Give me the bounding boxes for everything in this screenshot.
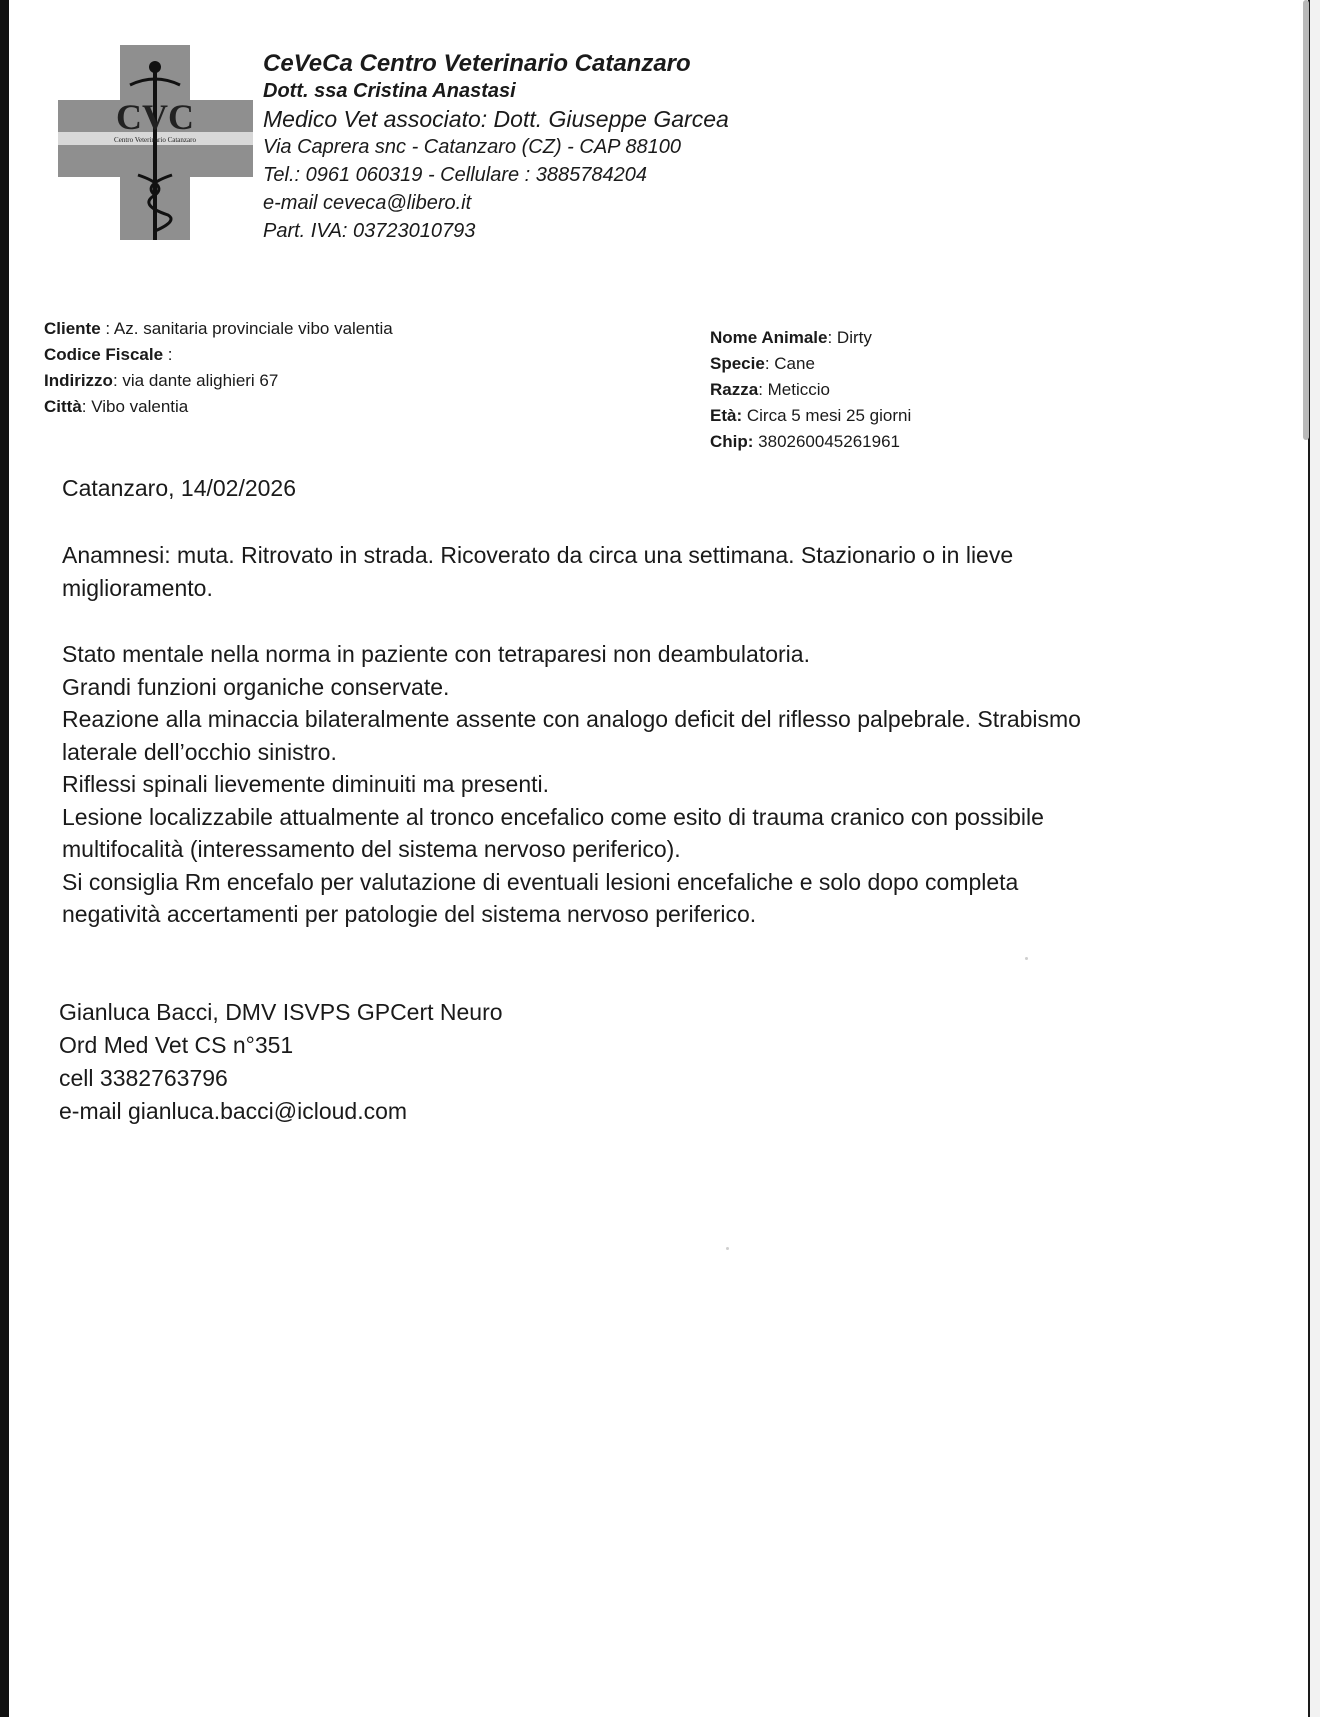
- logo-text: CVC: [116, 97, 194, 137]
- clinic-phone: Tel.: 0961 060319 - Cellulare : 3885784204: [263, 164, 648, 186]
- chip-row: [710, 429, 911, 455]
- left-border: [0, 0, 9, 1717]
- finding-line: Reazione alla minaccia bilateralmente assente con analogo deficit del riflesso palpebrale. Strabismo: [62, 706, 1081, 732]
- client-row: [44, 316, 393, 342]
- finding-line: laterale dell’occhio sinistro.: [62, 738, 337, 765]
- animal-name-value: : Dirty: [827, 328, 872, 347]
- city-value: : Vibo valentia: [81, 397, 189, 416]
- animal-name-row: [710, 325, 911, 351]
- fiscal-code-label: Codice Fiscale: [44, 345, 164, 364]
- scan-speck: [1025, 957, 1028, 960]
- clinic-associate: Medico Vet associato: Dott. Giuseppe Garcea: [263, 106, 729, 132]
- clinic-vat: Part. IVA: 03723010793: [263, 220, 476, 242]
- client-value: : Az. sanitaria provinciale vibo valentia: [100, 319, 393, 338]
- signature-block: [59, 996, 503, 1128]
- species-value: : Cane: [764, 354, 815, 373]
- animal-name-label: Nome Animale: [710, 328, 828, 347]
- breed-label: Razza: [710, 380, 759, 399]
- age-value: Circa 5 mesi 25 giorni: [742, 406, 912, 425]
- animal-info: [710, 325, 911, 455]
- finding-line: Riflessi spinali lievemente diminuiti ma presenti.: [62, 771, 550, 797]
- breed-row: [710, 377, 911, 403]
- clinic-email: e-mail ceveca@libero.it: [263, 192, 472, 214]
- client-label: Cliente: [44, 319, 101, 338]
- address-label: Indirizzo: [44, 371, 113, 390]
- finding-line: negatività accertamenti per patologie del sistema nervoso periferico.: [62, 901, 757, 927]
- address-row: [44, 368, 393, 394]
- city-row: [44, 394, 393, 420]
- finding-line: Stato mentale nella norma in paziente con tetraparesi non deambulatoria.: [62, 641, 810, 667]
- clinic-name: CeVeCa Centro Veterinario Catanzaro: [263, 50, 691, 77]
- chip-value: 380260045261961: [753, 432, 900, 451]
- signer-cell: cell 3382763796: [59, 1065, 228, 1091]
- anamnesis: [62, 539, 1262, 604]
- clinic-logo: [58, 45, 253, 240]
- clinic-doctor: Dott. ssa Cristina Anastasi: [263, 80, 516, 102]
- logo-subtext: Centro Veterinario Catanzaro: [114, 136, 196, 144]
- fiscal-code-row: [44, 342, 393, 368]
- species-label: Specie: [710, 354, 765, 373]
- species-row: [710, 351, 911, 377]
- finding-line: Lesione localizzabile attualmente al tronco encefalico come esito di trauma cranico con possibile: [62, 803, 1044, 830]
- city-label: Città: [44, 397, 82, 416]
- finding-line: Grandi funzioni organiche conservate.: [62, 673, 450, 700]
- clinical-findings: [62, 638, 1262, 931]
- fiscal-code-value: :: [163, 345, 173, 364]
- anamnesis-line: miglioramento.: [62, 574, 213, 601]
- signer-order: Ord Med Vet CS n°351: [59, 1032, 294, 1058]
- clinic-address: Via Caprera snc - Catanzaro (CZ) - CAP 88100: [263, 136, 681, 158]
- finding-line: multifocalità (interessamento del sistema nervoso periferico).: [62, 836, 681, 862]
- report-date: Catanzaro, 14/02/2026: [62, 475, 297, 501]
- chip-label: Chip:: [710, 432, 754, 451]
- age-label: Età:: [710, 406, 743, 425]
- right-border: [1308, 0, 1320, 1717]
- finding-line: Si consiglia Rm encefalo per valutazione di eventuali lesioni encefaliche e solo dopo completa: [62, 868, 1019, 895]
- signer-name: Gianluca Bacci, DMV ISVPS GPCert Neuro: [59, 999, 503, 1025]
- breed-value: : Meticcio: [758, 380, 830, 399]
- address-value: : via dante alighieri 67: [112, 371, 279, 390]
- anamnesis-line: Anamnesi: muta. Ritrovato in strada. Ricoverato da circa una settimana. Stazionario o in lieve: [62, 542, 1014, 568]
- scan-speck: [726, 1247, 729, 1250]
- age-row: [710, 403, 911, 429]
- scrollbar-thumb[interactable]: [1303, 0, 1309, 440]
- client-info: [44, 316, 393, 420]
- signer-email: e-mail gianluca.bacci@icloud.com: [59, 1098, 408, 1124]
